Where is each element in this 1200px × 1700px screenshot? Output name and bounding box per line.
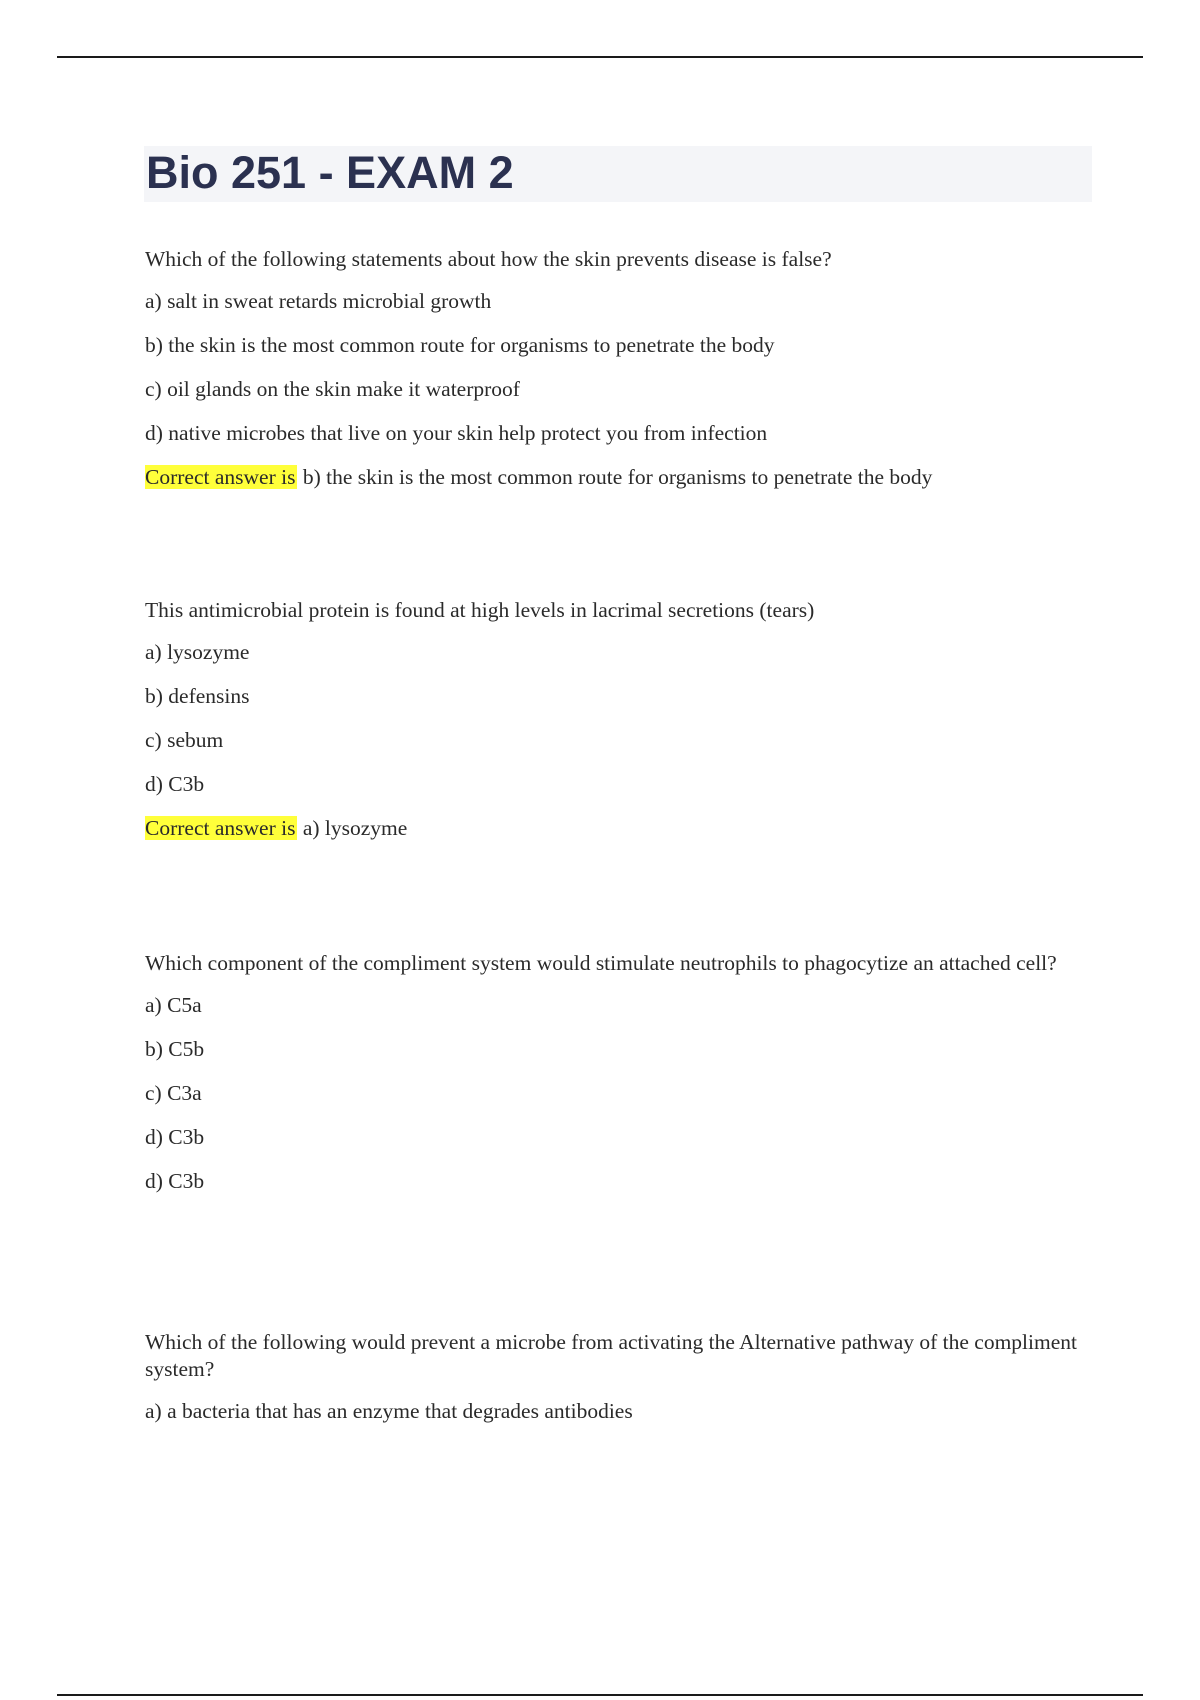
- question-text: Which of the following would prevent a microbe from activating the Alternative pathway of the compliment system?: [145, 1330, 1077, 1381]
- question-text: Which of the following statements about how the skin prevents disease is false?: [145, 247, 832, 271]
- answer-highlight: Correct answer is: [145, 465, 296, 489]
- question-1: [145, 246, 1095, 491]
- question-3: [145, 950, 1095, 1195]
- option-a: a) C5a: [145, 993, 202, 1017]
- question-text: This antimicrobial protein is found at high levels in lacrimal secretions (tears): [145, 598, 815, 622]
- option-d: d) native microbes that live on your skin help protect you from infection: [145, 421, 768, 445]
- option-c: c) C3a: [145, 1081, 202, 1105]
- option-b: b) the skin is the most common route for organisms to penetrate the body: [145, 333, 775, 357]
- option-c: c) oil glands on the skin make it waterproof: [145, 377, 520, 401]
- option-a: a) a bacteria that has an enzyme that degrades antibodies: [145, 1399, 633, 1423]
- question-4: [145, 1329, 1095, 1425]
- bottom-rule: [57, 1694, 1143, 1696]
- top-rule: [57, 56, 1143, 58]
- option-d-repeat: d) C3b: [145, 1169, 205, 1193]
- option-a: a) salt in sweat retards microbial growth: [145, 289, 492, 313]
- answer-highlight: Correct answer is: [145, 816, 296, 840]
- option-a: a) lysozyme: [145, 640, 250, 664]
- page-title: Bio 251 - EXAM 2: [146, 147, 514, 198]
- option-b: b) defensins: [145, 684, 250, 708]
- option-d: d) C3b: [145, 1125, 205, 1149]
- answer-value: a) lysozyme: [302, 816, 408, 840]
- option-b: b) C5b: [145, 1037, 205, 1061]
- question-2: [145, 597, 1095, 842]
- option-c: c) sebum: [145, 728, 224, 752]
- option-d: d) C3b: [145, 772, 205, 796]
- correct-answer: [145, 464, 1095, 491]
- question-text: Which component of the compliment system would stimulate neutrophils to phagocytize an attached cell?: [145, 951, 1057, 975]
- correct-answer: [145, 815, 1095, 842]
- answer-value: b) the skin is the most common route for organisms to penetrate the body: [302, 465, 933, 489]
